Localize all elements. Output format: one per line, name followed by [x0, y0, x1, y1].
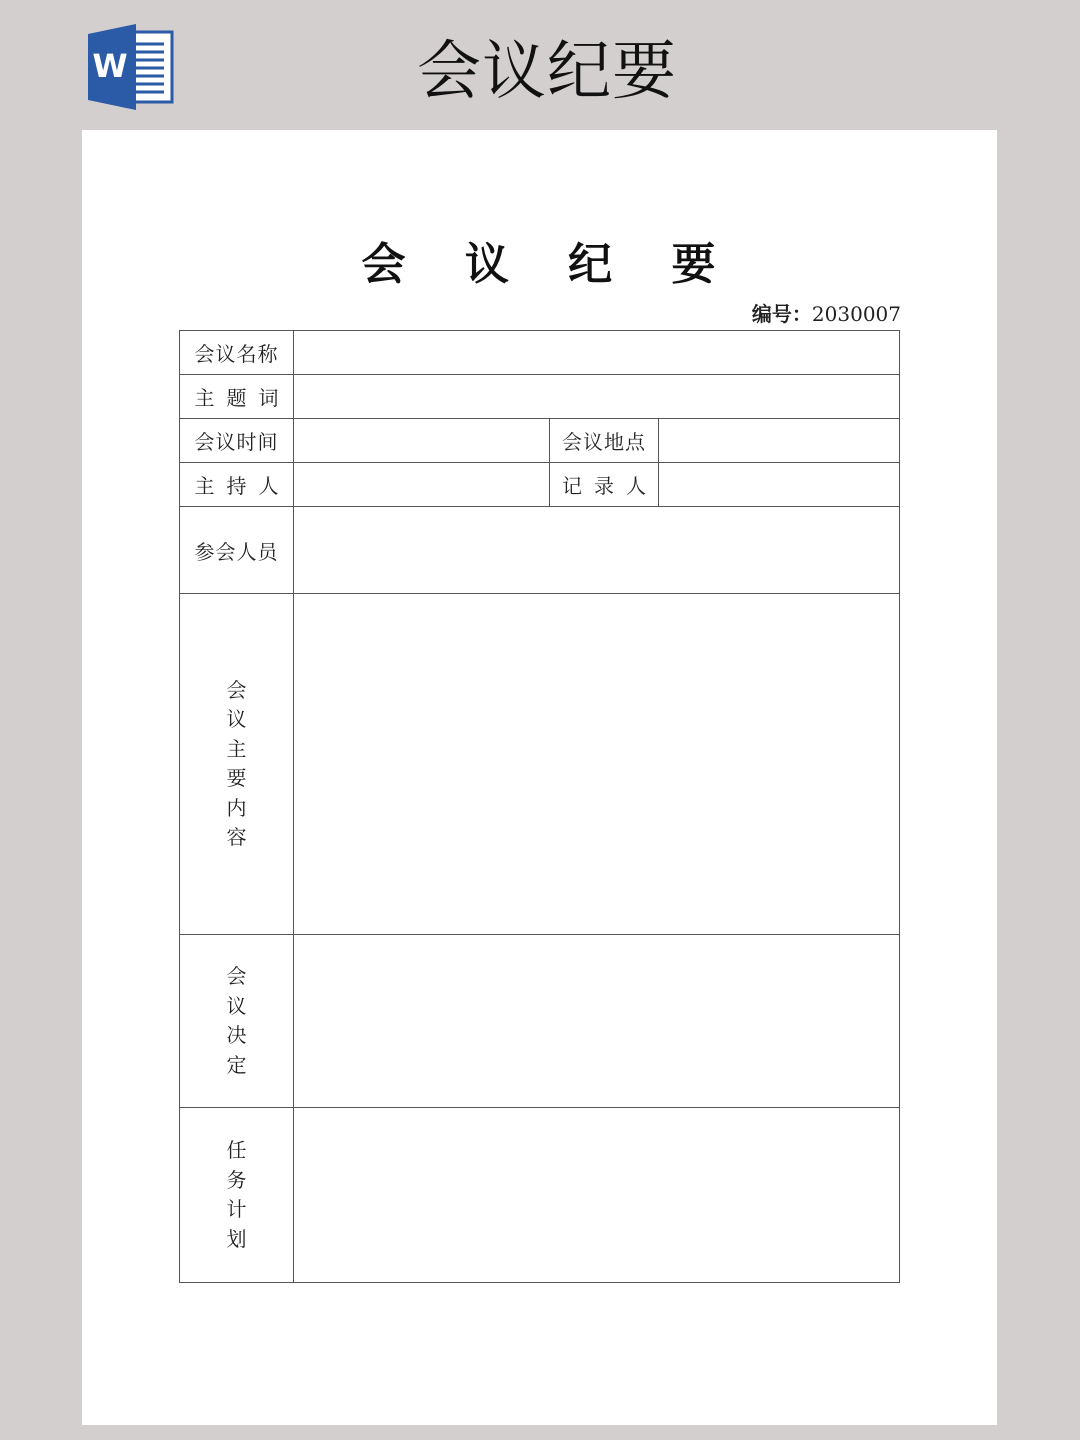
decisions-label-char: 定 — [226, 1052, 247, 1077]
task-plan-label-char: 划 — [226, 1226, 247, 1251]
document-number — [752, 300, 901, 328]
form-row-main-content — [180, 594, 900, 935]
meeting-time-label: 会议时间 — [180, 419, 294, 463]
attendees-field[interactable] — [294, 507, 900, 594]
form-row-task-plan — [180, 1108, 900, 1283]
form-row-topic — [180, 375, 900, 419]
main-content-label-char: 容 — [226, 825, 247, 849]
decisions-label-char: 议 — [226, 993, 247, 1018]
host-label-char: 主 — [194, 474, 215, 498]
task-plan-label-char: 任 — [226, 1138, 247, 1162]
recorder-label — [550, 463, 659, 507]
meeting-time-field[interactable] — [294, 419, 550, 463]
recorder-field[interactable] — [659, 463, 900, 507]
form-row-meeting-name — [180, 331, 900, 375]
document-number-label: 编号： — [751, 302, 812, 326]
main-content-label-char: 要 — [226, 766, 247, 790]
host-label-char: 持 — [226, 474, 247, 498]
form-row-host-recorder — [180, 463, 900, 507]
meeting-place-field[interactable] — [659, 419, 900, 463]
task-plan-label — [180, 1108, 294, 1283]
recorder-label-char: 记 — [562, 474, 582, 498]
banner-title: 会议纪要 — [417, 35, 677, 109]
host-field[interactable] — [294, 463, 550, 507]
form-row-decisions — [180, 935, 900, 1108]
topic-label-char: 题 — [226, 386, 247, 410]
topic-label — [180, 375, 294, 419]
document-title: 会 议 纪 要 — [361, 239, 738, 290]
meeting-place-label: 会议地点 — [550, 419, 659, 463]
main-content-label-char: 议 — [226, 707, 247, 731]
recorder-label-char: 录 — [594, 474, 614, 498]
topic-label-char: 主 — [194, 386, 215, 410]
main-content-label-char: 会 — [226, 677, 247, 702]
form-row-time-place — [180, 419, 900, 463]
main-content-label — [180, 594, 294, 935]
meeting-name-label: 会议名称 — [180, 331, 294, 375]
attendees-label: 参会人员 — [180, 507, 294, 594]
main-content-label-char: 内 — [226, 795, 247, 820]
document-number-value: 2030007 — [811, 302, 901, 326]
host-label — [180, 463, 294, 507]
word-logo-letter: W — [92, 47, 128, 85]
task-plan-label-char: 计 — [226, 1197, 247, 1221]
form-row-attendees — [180, 507, 900, 594]
main-content-field[interactable] — [294, 594, 900, 935]
host-label-char: 人 — [258, 474, 279, 498]
decisions-label — [180, 935, 294, 1108]
decisions-label-char: 会 — [226, 964, 247, 988]
meeting-minutes-form — [179, 330, 900, 1283]
meeting-name-field[interactable] — [294, 331, 900, 375]
recorder-label-char: 人 — [626, 474, 646, 498]
task-plan-label-char: 务 — [226, 1167, 247, 1192]
document-page — [82, 130, 997, 1425]
main-content-label-char: 主 — [226, 736, 247, 761]
decisions-label-char: 决 — [226, 1023, 247, 1047]
task-plan-field[interactable] — [294, 1108, 900, 1283]
topic-label-char: 词 — [258, 386, 279, 410]
decisions-field[interactable] — [294, 935, 900, 1108]
topic-field[interactable] — [294, 375, 900, 419]
top-banner — [0, 0, 1080, 130]
